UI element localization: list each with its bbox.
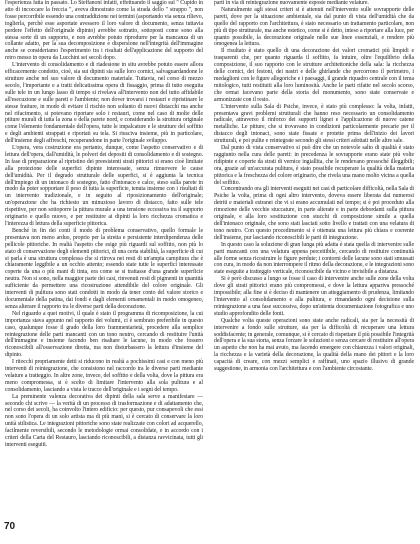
paragraph: L'opera, vera costruzione era pertanto, dunque, come l'aspetto conservativo e di lettura dell'opera, dall'umidità, le polveri dei depositi di consolidamento e di sostegno. In fase di preparazione al ripristino dei preesistenti strati pittorici si erano cioè limitate alla protezione delle superfici dipinte interessate, senza rimuovere le cause dell'umidità. Per il degrado strutturale delle superfici, si è aggiunta la tecnica dell'impiego di un intonaco di sostegno, fatto d'intonaco e calce, steso sulla parete in modo da poter sopportare il peso di tutta la superficie, tenuta insieme con i risultati di un intervento tradizionale, e in seguito al riposizionamento dell'originale; un'operazione che ha richiesto un minuzioso lavoro di distacco, fatto sulle tele rispettive, per non sottoporre la pittura murale a una tensione eccessiva tra il supporto originario e quello nuovo, e per restituire ai dipinti la loro ricchezza cromatica e l'interezza di lettura della superficie pittorica.: [5, 145, 203, 227]
left-column: [5, 0, 203, 449]
paragraph: L'intervento di consolidamento e di riadesione in situ avrebbe potuto essere allora efficacemente condotto, cioè, sia sui dipinti sia sulle loro cornici, salvaguardandone le strutture anche nel suo valore di documento materiale. Tuttavia, nel corso di mezzo secolo, l'importante e a tratti delicatissima opera di fissaggio, prima di tutto eseguita sulle tele in un lungo lasso di tempo si rivelava all'intervento non del tutto affidabile all'esecuzione e sulle pareti e l'ambiente; non dover trovarsi i restauri e ripristinare le stesse fratture, in modo di evitare il rischio non soltanto di nuovi distacchi ma anche nel rifacimento, si potevano riportare solo i restauri, come nel caso di molte delle pitture murali di tutta la zona e della parete nord, e considerando la struttura originale come l'elemento fondamentale dell'opera, tutte le impalcature e le strutture del soffitto e degli ambienti strappati e riportati su tela. Si riusciva insieme, più in particolare, dell'insieme degli affreschi, recuperandone in parte l'originale sviluppo.: [5, 62, 203, 145]
paragraph: Nel riguardo a quei motivi, il quale è stato il programma di ricomposizione, la cui importanza stava appunto nel rapporto dei volumi, ci è sembrato preferibile in questo caso, qualunque fosse il grado della loro frammentarietà, procedere alla semplice reintegrazione delle parti mancanti con un tono neutro, cercando di restituire l'unità dell'immagine e insieme facendo ben risaltare le lacune, in modo che fossero riconoscibili all'osservazione diretta, ma non disturbassero la lettura d'insieme del dipinto.: [5, 310, 203, 359]
page-number: 70: [4, 521, 16, 532]
right-column: [214, 0, 414, 373]
paragraph: Dal punto di vista conservativo si può dire che un notevole salto di qualità è stato raggiunto nella cura delle pareti: in precedenza le sovrapporte erano state più volte ridipinte e coperte da strati di vernice ingiallita, che le rendevano pressoché illeggibili; ora, grazie ad un'accurata pulitura, è stato possibile recuperare la qualità della materia pittorica e la freschezza del colore originario, che rivela una mano molto vicina a quella del soffitto.: [214, 145, 414, 186]
paragraph: l'esperienza fatta in passato. Lo Steffanoni infatti, effettuando il saggio sul " Cupido in atto di incoccare la freccia ", aveva dimostrato come la strada dello " strappo ", non fosse percorribile essendo una contraddizione nei termini (asportando via senza rilievo, toglierla, perchè esse asportate avessero il loro valore di documento, senza tuttavia perdere l'effetto dell'originale dipinto) avrebbe sottratto, sottoposti come sono alla stessa sorte di un supporto, e non avrebbe potuto riprodurre per la mancanza di un collante adatto, per la sua decomposizione e dispersione nell'integrità dell'immagine anche se consideriamo l'esperimento tra i risultati dell'applicazione del supporto del retro messo in opera da Lucchini sei secoli dopo.: [5, 0, 203, 62]
paragraph: parti in via di reintegrazione nuovamente esposte mediante velature.: [214, 0, 369, 6]
paragraph: I ritocchi propriamente detti si riducono in realtà a pochissimi casi e con meno più interventi di reintegrazione, che consistono nel raccordo tra le diverse parti mediante velature a tratteggio. In altre zone, invece, del soffitto e della volta, dove la pittura era meno compromessa, si è scelto di limitare l'intervento alla sola pulitura e al consolidamento, lasciando a vista le tracce dell'originale e i segni del tempo.: [5, 359, 203, 393]
paragraph: Il risultato è stato quello di una decorazione dei valori cromatici più limpidi e trasparenti che, per quanto riguarda il soffitto, fa intuire, oltre l'equilibrio della composizione, il suo rapporto con le strutture architettoniche della sala: la ricchezza delle cornici, dei festoni, dei nastri e delle ghirlande che percorrono il perimetro, i medaglioni con le figure allegoriche e i paesaggi, il grande riquadro centrale con il tema mitologico, tutti restituiti alla loro luminosità. Anche le parti rifatte nel secolo scorso, che ormai facevano parte della storia del monumento, sono state conservate e armonizzate con il resto.: [214, 48, 414, 103]
paragraph: L'intervento sulla Sala di Psiche, invece, è stato più complesso: la volta, infatti, presentava gravi problemi strutturali che hanno reso necessario un consolidamento radicale, attraverso il rinforzo dei supporti lignei e l'applicazione di nuove catene metalliche. Le pitture, che si trovavano in condizioni particolarmente precarie per il distacco degli intonaci, sono state fissate e protette prima dell'inizio dei lavori strutturali, e poi pulite e reintegrate secondo gli stessi criteri adottati nelle altre sale.: [214, 103, 414, 145]
paragraph: La preminente valenza decorativa dei dipinti della sala serve a manifestare — secondo chi scrive — la verità di un processo di trasformazione e di adattamento che, nel corso dei secoli, ha coinvolto l'intero edificio: per questo, pur consapevoli che essi non sono l'opera di un solo artista ma di più mani, si è cercato di conservare la loro unità stilistica. Le integrazioni pittoriche sono state realizzate con colori ad acquerello, facilmente reversibili, secondo le metodologie ormai consolidate, e in accordo con i criteri della Carta del Restauro, lasciando riconoscibili, a distanza ravvicinata, tutti gli interventi eseguiti.: [5, 393, 203, 448]
paragraph: Naturalmente agli stessi criteri si è attenuti nell'intervento sulle sovrapporte delle pareti, dove per la situazione ambientale, sia dal punto di vista dell'umidità che da quello del rapporto con l'architettura, è stato necessario un trattamento particolare, non più di tipo strutturale, ma anche estetico, come si è detto, inteso a riportare alla luce, per quanto possibile, la decorazione originale nelle sue linee essenziali, e rendere più omogenea la lettura.: [214, 6, 414, 48]
paragraph: Benché in fin dei conti il modo di problema conservativo, quello formale le presentava non meno arduo, proprio per la stretta e persistente interdipendenza delle pellicole pittoriche. In realtà l'aspetto che esige più riguardi sul soffitto, non più lo stato di conservazione degli elementi pittorici, di una certa stabilità, la superficie di cui si parla è una struttura complessa che si ritrova nei resti di un'ampia campitura che è chiaramente leggibile a un occhio attento; essendo state tutte le superfici interessate coperte da una o più mani di tinta, era come se si trattasse d'una grande superficie neutra. Non si sono, nella maggior parte dei casi, rinvenuti resti di pigmenti in quantità sufficiente da permettere una ricostruzione attendibile del colore originale. Gli interventi di pulitura sono stati condotti in modo da tener conto del valore storico e documentale della patina, dai fondi e dagli elementi ornamentali in modo omogeneo, senza alterare il rapporto tra le diverse parti della decorazione.: [5, 227, 203, 310]
paragraph: Qualche volta queste operazioni sono state anche radicali, sia per la necessità di intervenire a fondo sulle strutture, sia per la difficoltà di recuperare una lettura soddisfacente; in generale, comunque, si è cercato di rispettare il più possibile l'integrità dell'opera e la sua storia, senza forzare le soluzioni e senza cercare di restituire all'opera un aspetto che non ha mai avuto, ma facendo emergere con chiarezza i valori originali, la ricchezza e la varietà della decorazione, la qualità della mano dei pittori e la loro capacità di creare, con mezzi semplici e raffinati, uno spazio illusivo di grande suggestione, in armonia con l'architettura e con l'ambiente circostante.: [214, 317, 414, 373]
paragraph: Si è però discusso a lungo se fosse il caso di intervenire anche sulle zone della volta dove gli strati pittorici erano più compromessi, e dove la lettura appariva pressoché impossibile; alla fine si è deciso di mantenere un atteggiamento di prudenza, limitando l'intervento al consolidamento e alla pulitura, e rimandando ogni decisione sulla reintegrazione a una fase successiva, dopo un'attenta documentazione fotografica e uno studio approfondito delle fonti.: [214, 276, 414, 317]
paragraph: Concentrando ora gli interventi eseguiti nei casi di particolare difficoltà, nella Sala di Psiche la volta, prima di ogni altro intervento, doveva essere liberata dai numerosi detriti e materiali estranei che vi si erano accumulati nel tempo; si è poi proceduto alla rimozione delle vecchie stuccature, in parte alterate e in parte debordanti sulla pittura originale, e alla loro sostituzione con stucchi di composizione simile a quella dell'intonaco originale, che sono stati lasciati sotto livello e trattati con una velatura di tono neutro. Con questo procedimento si è ottenuta una lettura più chiara e coerente dell'insieme, pur lasciando riconoscibili le parti di integrazione.: [214, 186, 414, 241]
paragraph: In questo caso la soluzione di gran lunga più adatta è stata quella di intervenire sulle parti mancanti con una velatura appena percettibile, cercando di restituire continuità alle forme senza ricostruire le figure perdute; i contorni delle lacune sono stati smussati con cura, in modo da non interrompere il ritmo della decorazione, e le integrazioni sono state eseguite a tratteggio verticale, riconoscibile da vicino e invisibile a distanza.: [214, 241, 414, 276]
